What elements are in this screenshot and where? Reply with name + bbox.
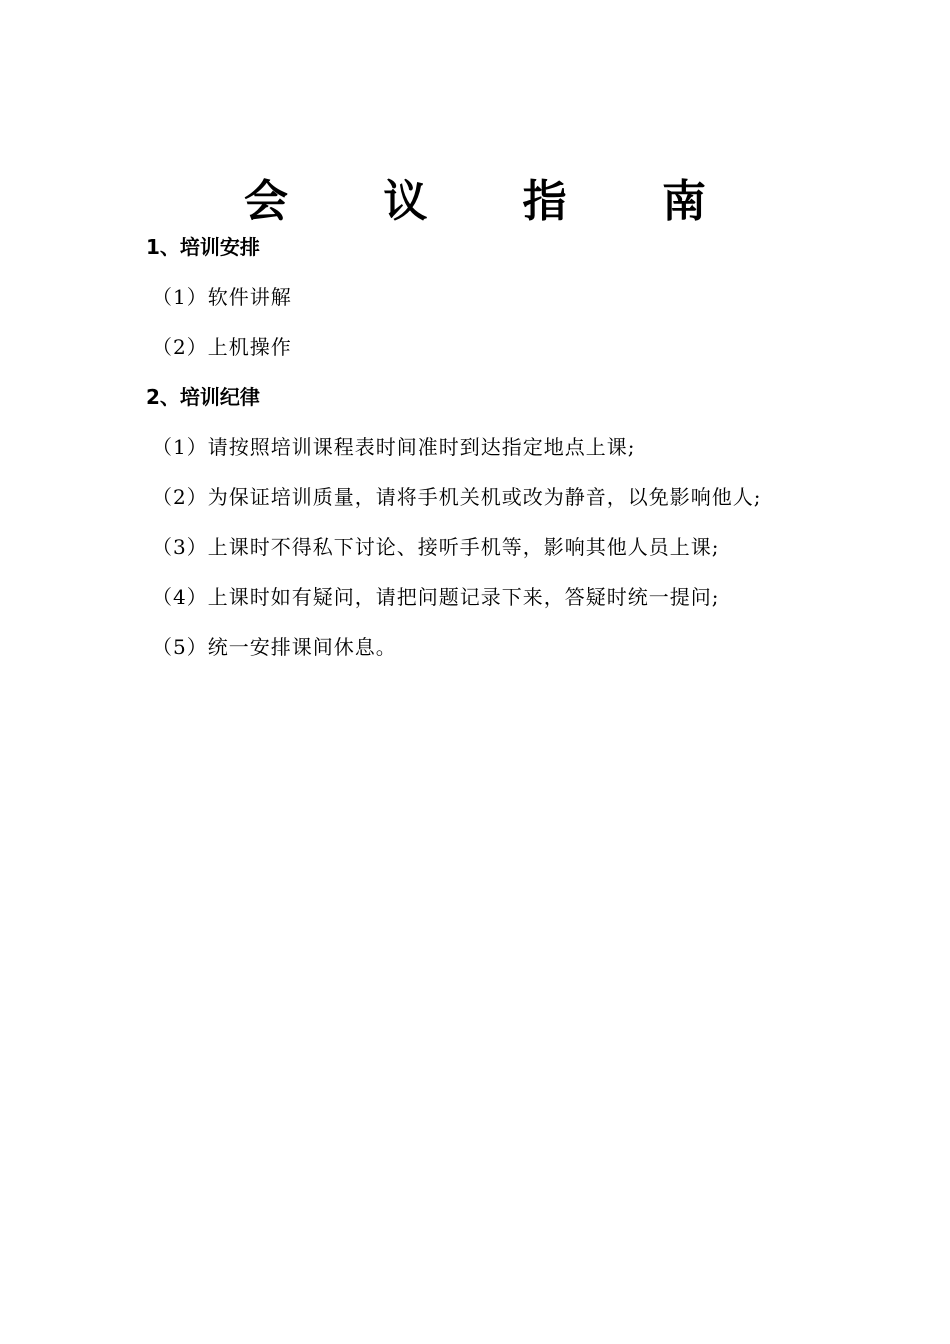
section-heading-training-arrangement: 1、培训安排 [146, 235, 260, 259]
list-item: （1）软件讲解 [152, 285, 292, 309]
list-item: （2）上机操作 [152, 335, 292, 359]
section-heading-training-discipline: 2、培训纪律 [146, 385, 260, 409]
list-item: （4）上课时如有疑问，请把问题记录下来，答疑时统一提问; [152, 585, 720, 609]
list-item: （3）上课时不得私下讨论、接听手机等，影响其他人员上课; [152, 535, 720, 559]
list-item: （5）统一安排课间休息。 [152, 635, 397, 659]
list-item: （2）为保证培训质量，请将手机关机或改为静音，以免影响他人; [152, 485, 762, 509]
page-title: 会 议 指 南 [244, 176, 746, 227]
list-item: （1）请按照培训课程表时间准时到达指定地点上课; [152, 435, 636, 459]
